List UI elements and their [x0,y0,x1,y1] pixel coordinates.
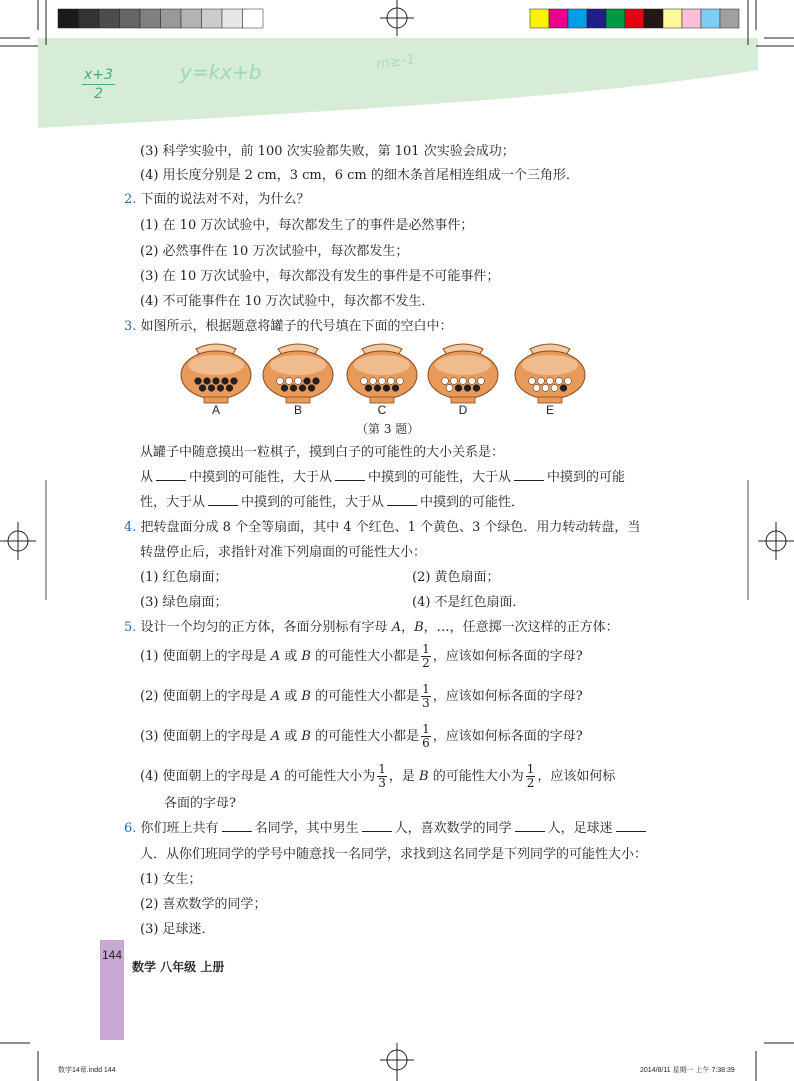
color-swatch [140,9,161,28]
jar-label-b: B [293,403,302,417]
white-stone [442,378,449,385]
black-stone [281,385,288,392]
black-stone [560,385,567,392]
blank [387,493,417,506]
q6-text2: 人．从你们班同学的学号中随意找一名同学，求找到这名同学是下列同学的可能性大小： [140,847,648,862]
black-stone [473,385,480,392]
jar [428,344,498,403]
color-swatch [530,9,549,28]
black-stone [213,378,220,385]
q4-item3: (3) 绿色扇面； [140,595,228,610]
fraction-1-2: $\frac{1}{2}$ [422,642,430,670]
q2-item3: (3) 在 10 万次试验中，每次都没有发生的事件是不可能事件； [140,269,500,284]
white-stone [388,378,395,385]
jar-label-e: E [545,403,554,417]
fraction-1-6: $\frac{1}{6}$ [422,722,430,750]
black-stone [195,378,202,385]
q3-fill-line1: 从 中摸到的可能性，大于从 中摸到的可能性，大于从 中摸到的可能 [140,470,626,485]
black-stone [226,385,233,392]
white-stone [286,378,293,385]
q6-item2: (2) 喜欢数学的同学； [140,897,267,912]
black-stone [374,385,381,392]
color-swatch [181,9,202,28]
fraction-1-3: $\frac{1}{3}$ [378,762,386,790]
color-swatch [99,9,120,28]
black-stone [204,378,211,385]
black-stone [290,385,297,392]
q5-item4-cont: 各面的字母? [164,796,236,811]
black-stone [313,378,320,385]
black-stone [464,385,471,392]
white-stone [370,378,377,385]
color-swatch [161,9,182,28]
q6-number: 6. [124,821,137,836]
blank [515,819,545,832]
color-swatch [663,9,682,28]
header-fraction-den: 2 [94,86,103,102]
print-timestamp: 2014/8/11 星期一 上午 7:38:39 [640,1067,735,1074]
black-stone [304,378,311,385]
q2-text: 下面的说法对不对，为什么？ [140,192,310,207]
fraction-1-3: $\frac{1}{3}$ [422,682,430,710]
q4-item4: (4) 不是红色扇面． [412,595,526,610]
header-formula-linear: y=kx+b [180,60,262,84]
blank [362,819,392,832]
white-stone [478,378,485,385]
color-swatch [568,9,587,28]
q2-item4: (4) 不可能事件在 10 万次试验中，每次都不发生． [140,294,435,309]
q4-text: 把转盘面分成 8 个全等扇面，其中 4 个红色、1 个黄色、3 个绿色．用力转动转盘，当 [140,520,641,535]
white-stone [529,378,536,385]
q6-line: 6. 你们班上共有 名同学，其中男生 人，喜欢数学的同学 人，足球迷 [124,819,649,839]
color-swatch [58,9,79,28]
color-bar [530,9,739,28]
header-fraction [82,66,115,103]
blank [208,493,238,506]
black-stone [217,385,224,392]
page-number: 144 [101,948,123,962]
black-stone [199,385,206,392]
q2-item1: (1) 在 10 万次试验中，每次都发生了的事件是必然事件； [140,218,474,233]
white-stone [295,378,302,385]
q4-item2: (2) 黄色扇面； [412,570,500,585]
file-info: 数学14章.indd 144 [58,1067,116,1074]
q5-line: 5. 设计一个均匀的正方体，各面分别标有字母 A，B，…，任意掷一次这样的正方体： [124,620,619,635]
color-swatch [644,9,663,28]
figure-caption: （第 3 题） [356,422,420,436]
header-fraction-num: x+3 [84,67,113,83]
blank [514,468,544,481]
blank [616,819,646,832]
color-swatch [79,9,100,28]
q5-number: 5. [124,620,137,635]
header-band [38,38,758,128]
black-stone [222,378,229,385]
white-stone [460,378,467,385]
q5-item4: (4) 使面朝上的字母是 A 的可能性大小为 $\frac{1}{3}$ ，是 B 的可能性大小为 $\frac{1}{2}$ ，应该如何标 [140,762,616,790]
fraction-1-2: $\frac{1}{2}$ [526,762,535,790]
white-stone [451,378,458,385]
q1-item3: (3) 科学实验中，前 100 次实验都失败，第 101 次实验会成功； [140,144,515,159]
white-stone [533,385,540,392]
color-swatch [682,9,701,28]
white-stone [379,378,386,385]
black-stone [208,385,215,392]
blank [335,468,365,481]
color-swatch [587,9,606,28]
q3-number: 3. [124,319,137,334]
header-formula-ineq: m≥-1 [375,51,417,73]
q3-fill-line2: 性，大于从 中摸到的可能性，大于从 中摸到的可能性． [140,495,525,510]
color-swatch [606,9,625,28]
q4-text2: 转盘停止后，求指针对准下列扇面的可能性大小： [140,545,427,560]
q2-line [124,190,310,210]
white-stone [565,378,572,385]
q5-item2: (2) 使面朝上的字母是 A 或 B 的可能性大小都是 $\frac{1}{3}$ ，应该如何标各面的字母? [140,682,583,710]
color-swatch [202,9,223,28]
black-stone [308,385,315,392]
black-stone [383,385,390,392]
q2-item2: (2) 必然事件在 10 万次试验中，每次都发生； [140,244,409,259]
q6-item1: (1) 女生； [140,872,202,887]
black-stone [365,385,372,392]
color-swatch [120,9,141,28]
book-title: 数学 八年级 上册 [132,960,225,974]
white-stone [547,378,554,385]
q4-number: 4. [124,520,137,535]
q4-line [124,518,640,538]
white-stone [556,378,563,385]
white-stone [277,378,284,385]
color-swatch [549,9,568,28]
jar-label-d: D [458,403,468,417]
jar-label-c: C [377,403,387,417]
jar [181,344,251,403]
blank [222,819,252,832]
grayscale-bar [58,9,263,28]
white-stone [446,385,453,392]
q6-item3: (3) 足球迷． [140,922,215,937]
black-stone [299,385,306,392]
white-stone [469,378,476,385]
color-swatch [720,9,739,28]
q3-line [124,317,453,337]
q5-item1: (1) 使面朝上的字母是 A 或 B 的可能性大小都是 $\frac{1}{2}$ ，应该如何标各面的字母? [140,642,583,670]
black-stone [231,378,238,385]
jar [347,344,417,403]
q3-prompt: 从罐子中随意摸出一粒棋子，摸到白子的可能性的大小关系是： [140,445,505,460]
white-stone [361,378,368,385]
white-stone [542,385,549,392]
jar-label-a: A [211,403,220,417]
q3-text: 如图所示，根据题意将罐子的代号填在下面的空白中： [140,319,453,334]
white-stone [397,378,404,385]
color-swatch [701,9,720,28]
white-stone [551,385,558,392]
jars-figure [170,343,610,405]
blank [156,468,186,481]
q5-item3: (3) 使面朝上的字母是 A 或 B 的可能性大小都是 $\frac{1}{6}$ ，应该如何标各面的字母? [140,722,583,750]
q2-number: 2. [124,192,137,207]
color-swatch [222,9,243,28]
jar [515,344,585,403]
black-stone [392,385,399,392]
black-stone [455,385,462,392]
q4-item1: (1) 红色扇面； [140,570,228,585]
color-swatch [625,9,644,28]
white-stone [538,378,545,385]
jar [263,344,333,403]
q1-item4: (4) 用长度分别是 2 cm，3 cm，6 cm 的细木条首尾相连组成一个三角形． [140,168,579,183]
color-swatch [243,9,264,28]
